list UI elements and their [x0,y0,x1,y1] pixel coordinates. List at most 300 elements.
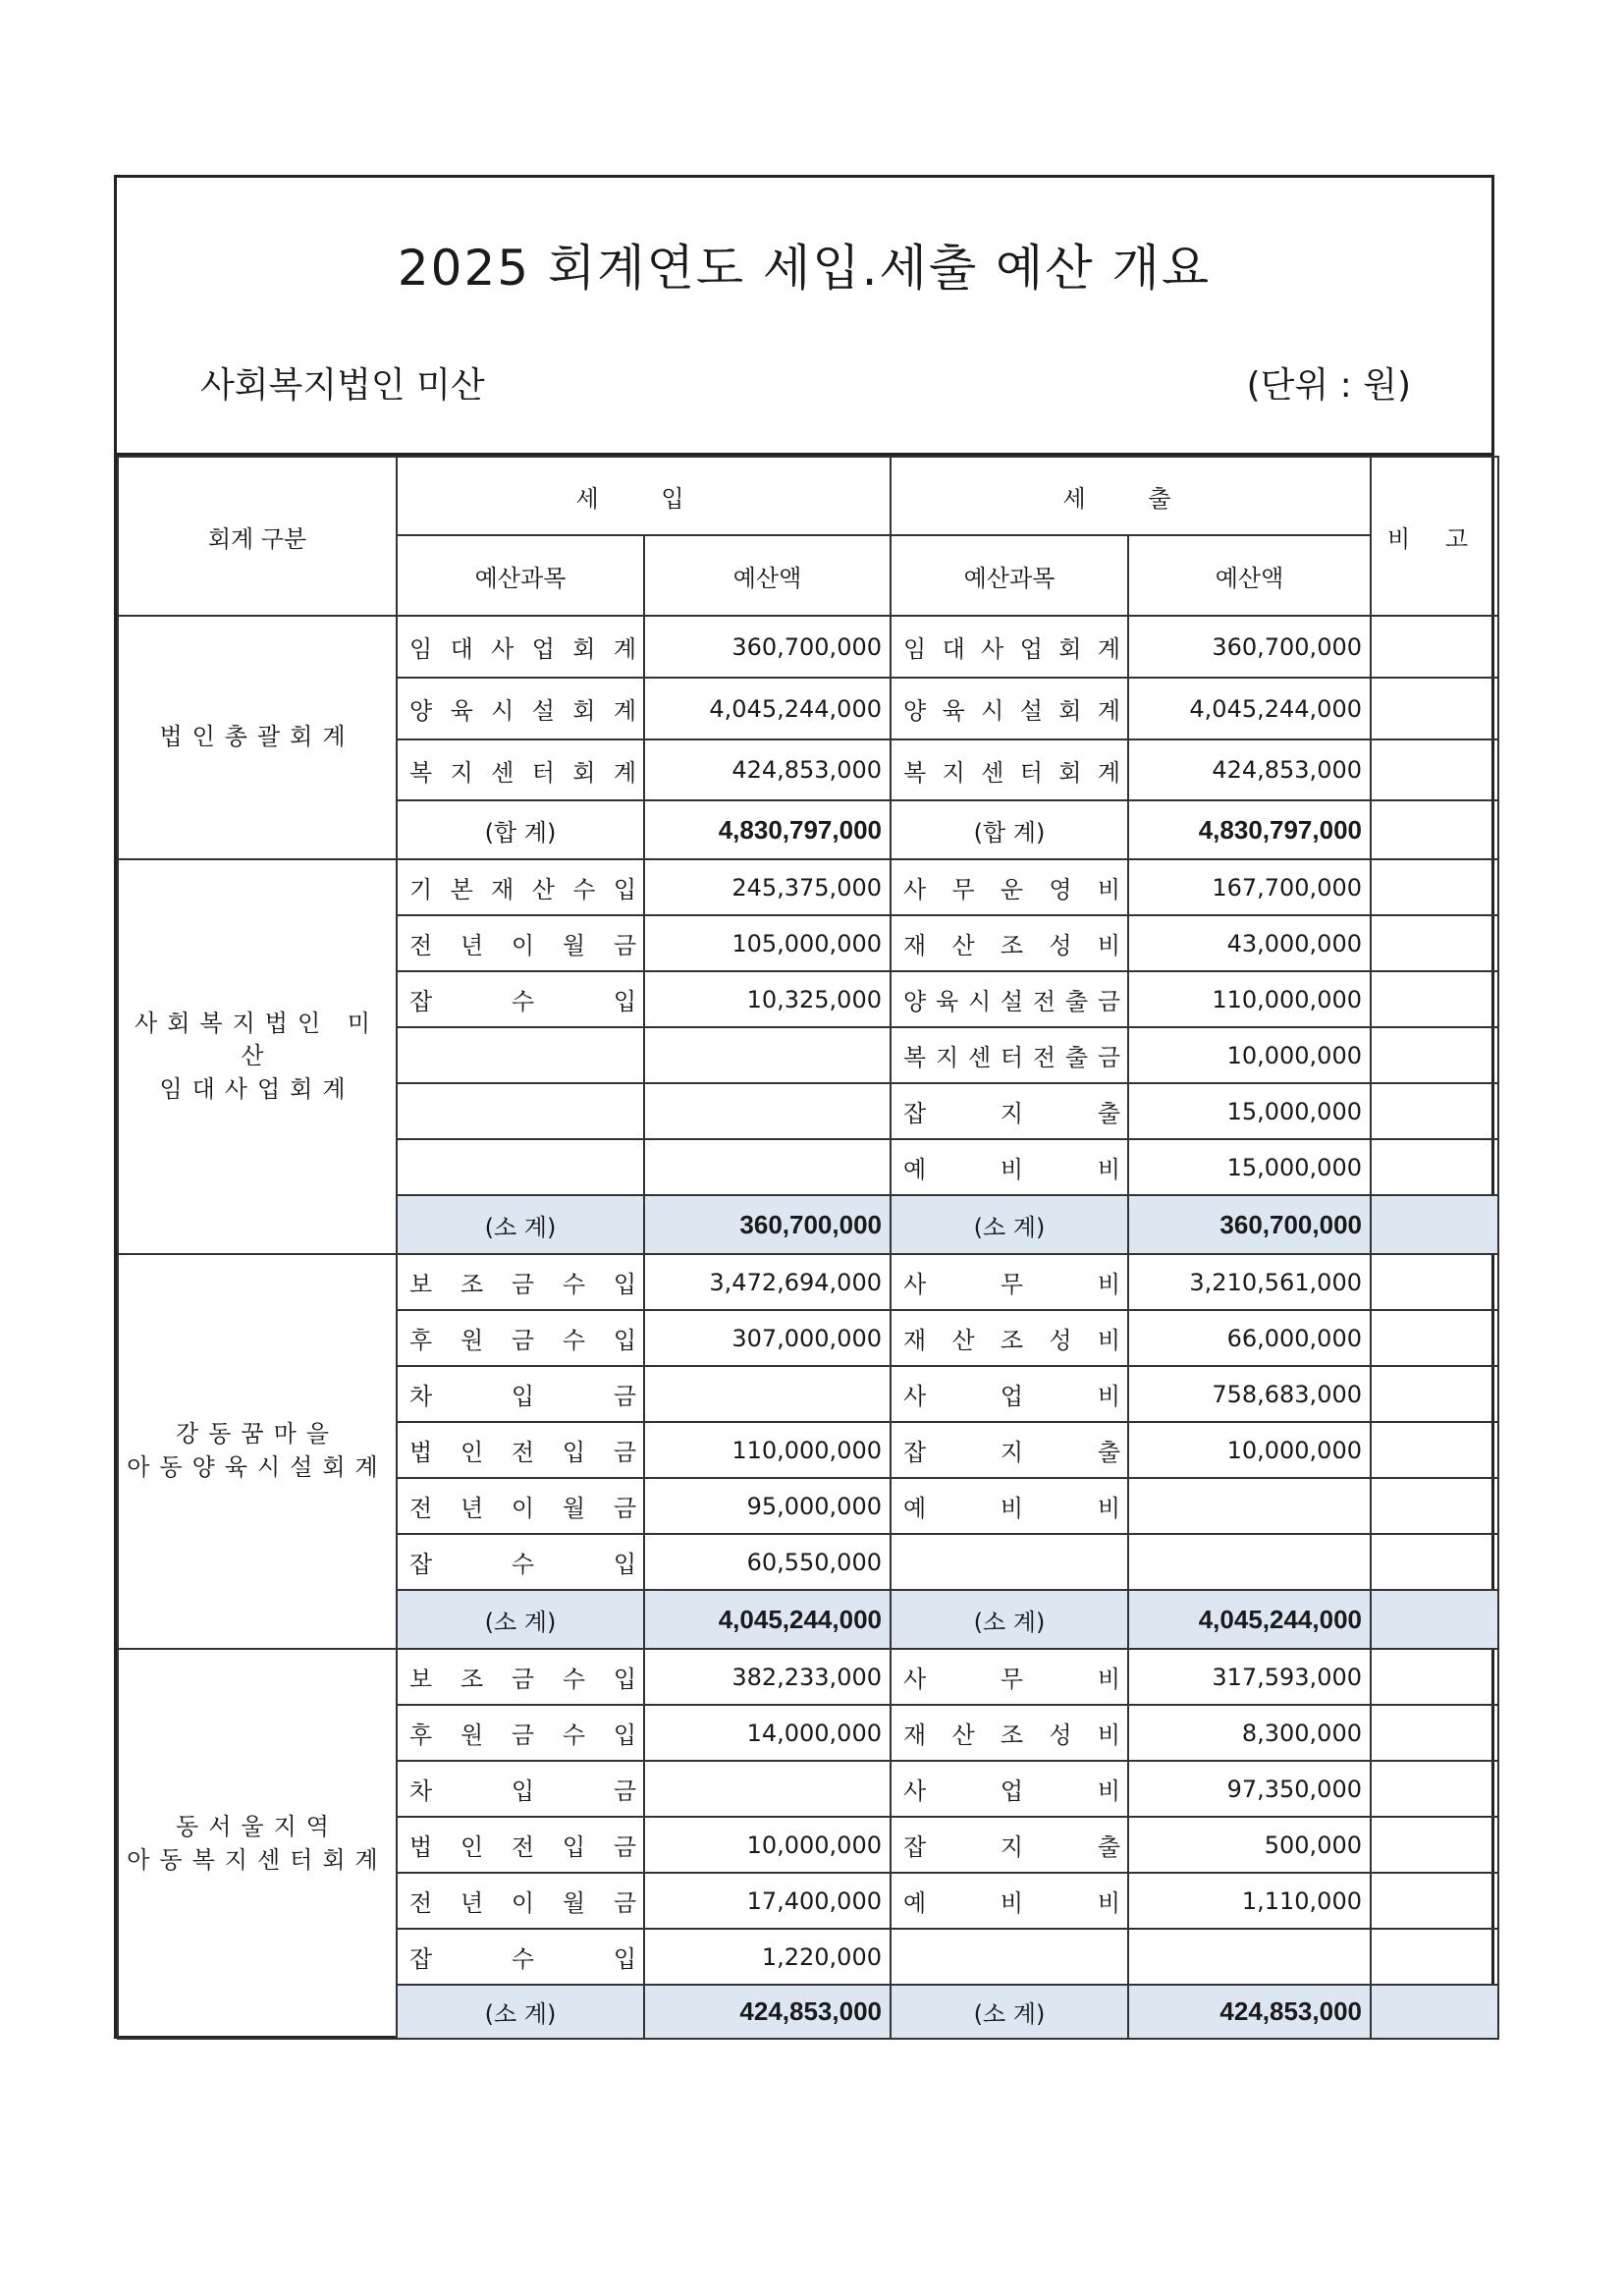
item-char: 잡 [903,1833,928,1861]
expenditure-item-chars [897,870,1127,904]
item-char: 육 [942,697,966,725]
expenditure-item-chars [897,1265,1127,1299]
item-char: 년 [460,1889,485,1917]
item-char: 비 [1097,1666,1121,1693]
item-char: 인 [460,1833,485,1861]
revenue-item [397,859,644,915]
item-char: 전 [409,1889,434,1917]
item-char: 대 [942,635,966,663]
expenditure-item-chars [897,1716,1127,1750]
remarks-cell [1371,915,1498,971]
header-row [118,457,1498,535]
revenue-amount: 60,550,000 [644,1534,891,1590]
item-char: 터 [531,758,556,787]
item-char: 지 [942,758,966,787]
expenditure-subtotal-label: (소 계) [891,1985,1128,2039]
expenditure-amount [1128,1478,1371,1534]
expenditure-amount: 1,110,000 [1128,1873,1371,1929]
expenditure-amount: 66,000,000 [1128,1310,1371,1366]
expenditure-item-chars [897,1377,1127,1411]
item-char: 인 [460,1439,485,1466]
item-char: 금 [613,1889,637,1917]
item-char: 조 [1000,1722,1025,1749]
expenditure-item-chars [897,1150,1127,1184]
revenue-subtotal-label: (소 계) [397,1590,644,1649]
item-char: 원 [460,1722,485,1749]
item-char: 비 [1097,1495,1121,1522]
item-char: 월 [562,1495,587,1522]
item-char: 입 [511,1383,536,1410]
item-char: 설 [1019,697,1044,725]
item-char: 비 [1097,1777,1121,1805]
item-char: 회 [572,697,597,725]
remarks-cell [1371,1761,1498,1817]
item-char: 시 [967,988,993,1015]
item-char: 계 [1097,758,1121,787]
item-char: 무 [951,876,976,903]
budget-document [114,175,1494,2039]
category-header: 회계 구분 [118,457,397,616]
expenditure-item-chars [897,1660,1127,1694]
expenditure-amount: 424,853,000 [1128,739,1371,800]
remarks-cell [1371,859,1498,915]
revenue-subtotal-label: (소 계) [397,1195,644,1254]
revenue-item-chars [404,1265,643,1299]
item-char: 설 [1000,988,1025,1015]
revenue-amount: 10,325,000 [644,971,891,1027]
revenue-item-chars [404,1545,643,1579]
revenue-item-chars [404,1940,643,1974]
expenditure-item-chars [897,1772,1127,1806]
expenditure-item-chars [897,629,1127,664]
remarks-cell [1371,1985,1498,2039]
remarks-cell [1371,1310,1498,1366]
item-char: 회 [1058,697,1083,725]
item-char: 이 [511,1889,536,1917]
item-char: 보 [409,1666,434,1693]
item-char: 후 [409,1722,434,1749]
revenue-item [397,1534,644,1590]
item-char: 금 [511,1271,536,1298]
item-char: 법 [409,1439,434,1466]
revenue-item-chars [404,1772,643,1806]
item-char: 회 [1058,758,1083,787]
remarks-cell [1371,616,1498,678]
item-char: 금 [613,1833,637,1861]
item-char: 사 [903,876,928,903]
expenditure-item [891,1366,1128,1422]
revenue-item [397,1929,644,1985]
item-char: 금 [1097,988,1121,1015]
revenue-amount: 382,233,000 [644,1649,891,1705]
revenue-amount: 360,700,000 [644,616,891,678]
item-char: 비 [1097,876,1121,903]
expenditure-subtotal-amount: 360,700,000 [1128,1195,1371,1254]
remarks-cell [1371,1534,1498,1590]
revenue-amount: 14,000,000 [644,1705,891,1761]
item-char: 입 [613,1327,637,1354]
expenditure-item [891,1873,1128,1929]
item-char: 예 [903,1156,928,1183]
revenue-item-header: 예산과목 [397,535,644,616]
expenditure-item [891,1478,1128,1534]
item-char: 금 [613,1777,637,1805]
table-row [118,616,1498,678]
revenue-item-chars [404,629,643,664]
remarks-cell [1371,1929,1498,1985]
remarks-cell [1371,1590,1498,1649]
item-char: 수 [562,1722,587,1749]
revenue-amount: 3,472,694,000 [644,1254,891,1310]
organization-name: 사회복지법인 미산 [200,365,485,406]
expenditure-item [891,1929,1128,1985]
item-char: 수 [562,1271,587,1298]
revenue-amount [644,1083,891,1139]
item-char: 전 [511,1833,536,1861]
expenditure-amount-header: 예산액 [1128,535,1371,616]
expenditure-item-chars [897,1094,1127,1128]
item-char: 양 [903,697,928,725]
item-char: 센 [967,1044,993,1071]
item-char: 무 [1000,1271,1025,1298]
revenue-amount: 10,000,000 [644,1817,891,1873]
item-char: 년 [460,932,485,959]
item-char: 지 [1000,1100,1025,1127]
remarks-cell [1371,1083,1498,1139]
revenue-item-chars [404,1660,643,1694]
item-char: 금 [613,932,637,959]
item-char: 재 [903,932,928,959]
revenue-item-chars [404,982,643,1016]
revenue-item [397,1478,644,1534]
revenue-subtotal-amount: 360,700,000 [644,1195,891,1254]
revenue-item-chars [404,1321,643,1355]
item-char: 잡 [409,1945,434,1973]
expenditure-item [891,1027,1128,1083]
item-char: 복 [903,1044,928,1071]
expenditure-amount: 15,000,000 [1128,1083,1371,1139]
item-char: 조 [460,1271,485,1298]
item-char: 비 [1097,1722,1121,1749]
item-char: 재 [491,876,515,903]
item-char: 월 [562,1889,587,1917]
item-char: 이 [511,1495,536,1522]
expenditure-amount: 10,000,000 [1128,1422,1371,1478]
item-char: 수 [511,1945,536,1973]
item-char: 산 [951,932,976,959]
item-char: 입 [562,1439,587,1466]
revenue-subtotal-amount: 4,830,797,000 [644,800,891,859]
revenue-amount: 110,000,000 [644,1422,891,1478]
expenditure-amount: 3,210,561,000 [1128,1254,1371,1310]
item-char: 년 [460,1495,485,1522]
item-char: 업 [1000,1777,1025,1805]
item-char: 시 [981,697,1005,725]
expenditure-item-chars [897,1489,1127,1523]
item-char: 터 [1019,758,1044,787]
item-char: 금 [613,1439,637,1466]
item-char: 성 [1049,932,1073,959]
item-char: 입 [613,876,637,903]
item-char: 임 [903,635,928,663]
expenditure-item-chars [897,982,1127,1016]
revenue-amount: 17,400,000 [644,1873,891,1929]
item-char: 사 [981,635,1005,663]
item-char: 입 [613,1666,637,1693]
item-char: 차 [409,1777,434,1805]
item-char: 본 [450,876,474,903]
item-char: 성 [1049,1722,1073,1749]
item-char: 전 [511,1439,536,1466]
item-char: 예 [903,1495,928,1522]
revenue-amount [644,1366,891,1422]
expenditure-subtotal-amount: 4,830,797,000 [1128,800,1371,859]
expenditure-item-chars [897,1038,1127,1072]
expenditure-item [891,1083,1128,1139]
revenue-item [397,1761,644,1817]
expenditure-amount: 4,045,244,000 [1128,678,1371,739]
expenditure-item [891,1761,1128,1817]
revenue-item [397,678,644,739]
item-char: 계 [613,697,637,725]
revenue-amount: 95,000,000 [644,1478,891,1534]
remarks-cell [1371,1873,1498,1929]
item-char: 기 [409,876,434,903]
item-char: 양 [409,697,434,725]
remarks-cell [1371,739,1498,800]
revenue-subtotal-label: (합 계) [397,800,644,859]
revenue-item [397,1139,644,1195]
item-char: 산 [951,1722,976,1749]
section-name: 사회복지법인 미산 임대사업회계 [118,859,397,1254]
expenditure-subtotal-amount: 424,853,000 [1128,1985,1371,2039]
item-char: 수 [562,1327,587,1354]
revenue-subtotal-amount: 424,853,000 [644,1985,891,2039]
item-char: 센 [981,758,1005,787]
item-char: 무 [1000,1666,1025,1693]
section-name: 강동꿈마을 아동양육시설회계 [118,1254,397,1649]
expenditure-item [891,616,1128,678]
expenditure-subtotal-label: (소 계) [891,1195,1128,1254]
item-char: 출 [1064,1044,1090,1071]
item-char: 지 [1000,1439,1025,1466]
expenditure-header-text: 세 출 [1062,484,1199,513]
item-char: 보 [409,1271,434,1298]
item-char: 잡 [903,1439,928,1466]
expenditure-amount: 317,593,000 [1128,1649,1371,1705]
expenditure-item-chars [897,926,1127,960]
item-char: 육 [935,988,960,1015]
revenue-amount: 1,220,000 [644,1929,891,1985]
expenditure-item-chars [897,1828,1127,1862]
item-char: 터 [1000,1044,1025,1071]
item-char: 사 [903,1271,928,1298]
item-char: 대 [450,635,474,663]
item-char: 양 [903,988,928,1015]
item-char: 수 [572,876,597,903]
revenue-item [397,1873,644,1929]
unit-label: (단위 : 원) [1246,365,1411,406]
item-char: 출 [1097,1439,1121,1466]
item-char: 업 [1000,1383,1025,1410]
document-header [117,178,1491,456]
item-char: 비 [1000,1495,1025,1522]
expenditure-item-chars [897,1321,1127,1355]
item-char: 조 [1000,932,1025,959]
revenue-amount: 105,000,000 [644,915,891,971]
item-char: 비 [1097,1889,1121,1917]
budget-table-body [118,457,1498,2039]
item-char: 수 [511,988,536,1015]
expenditure-item [891,739,1128,800]
item-char: 계 [1097,635,1121,663]
revenue-item-chars [404,926,643,960]
remarks-cell [1371,800,1498,859]
item-char: 업 [1019,635,1044,663]
item-char: 출 [1097,1833,1121,1861]
item-char: 업 [531,635,556,663]
item-char: 복 [409,758,434,787]
expenditure-item [891,1254,1128,1310]
revenue-amount [644,1027,891,1083]
item-char: 금 [613,1383,637,1410]
revenue-item [397,971,644,1027]
item-char: 잡 [409,1551,434,1578]
item-char: 복 [903,758,928,787]
revenue-amount: 4,045,244,000 [644,678,891,739]
item-char: 법 [409,1833,434,1861]
item-char: 회 [572,758,597,787]
item-char: 계 [613,758,637,787]
item-char: 회 [572,635,597,663]
expenditure-subtotal-amount: 4,045,244,000 [1128,1590,1371,1649]
remarks-cell [1371,1649,1498,1705]
item-char: 비 [1097,1271,1121,1298]
revenue-item-chars [404,1884,643,1918]
expenditure-amount: 167,700,000 [1128,859,1371,915]
revenue-item-chars [404,691,643,726]
item-char: 회 [1058,635,1083,663]
revenue-subtotal-label: (소 계) [397,1985,644,2039]
revenue-item-chars [404,1828,643,1862]
remarks-cell [1371,1254,1498,1310]
remarks-cell [1371,678,1498,739]
item-char: 전 [409,932,434,959]
item-char: 계 [613,635,637,663]
section-name: 법인총괄회계 [118,616,397,859]
item-char: 입 [613,1551,637,1578]
item-char: 입 [562,1833,587,1861]
item-char: 센 [491,758,515,787]
item-char: 수 [511,1551,536,1578]
revenue-amount: 424,853,000 [644,739,891,800]
expenditure-item [891,971,1128,1027]
revenue-item [397,1027,644,1083]
item-char: 임 [409,635,434,663]
section-name: 동서울지역 아동복지센터회계 [118,1649,397,2039]
remarks-cell [1371,1478,1498,1534]
expenditure-header [891,457,1371,535]
item-char: 영 [1049,876,1073,903]
item-char: 비 [1000,1889,1025,1917]
item-char: 전 [1032,988,1057,1015]
revenue-item-chars [404,1377,643,1411]
revenue-subtotal-amount: 4,045,244,000 [644,1590,891,1649]
revenue-item-chars [404,753,643,788]
item-char: 잡 [903,1100,928,1127]
revenue-item [397,1083,644,1139]
expenditure-item [891,1649,1128,1705]
revenue-header-text: 세 입 [575,484,712,513]
expenditure-item [891,1534,1128,1590]
expenditure-amount: 110,000,000 [1128,971,1371,1027]
expenditure-amount: 15,000,000 [1128,1139,1371,1195]
revenue-item-chars [404,1433,643,1467]
revenue-item [397,1649,644,1705]
item-char: 출 [1064,988,1090,1015]
item-char: 예 [903,1889,928,1917]
item-char: 비 [1097,1156,1121,1183]
item-char: 이 [511,932,536,959]
item-char: 금 [511,1666,536,1693]
revenue-item [397,1422,644,1478]
table-row [118,859,1498,915]
item-char: 지 [935,1044,960,1071]
revenue-item [397,616,644,678]
item-char: 금 [511,1327,536,1354]
item-char: 비 [1097,1327,1121,1354]
expenditure-item-header: 예산과목 [891,535,1128,616]
remarks-cell [1371,1817,1498,1873]
item-char: 입 [613,988,637,1015]
item-char: 재 [903,1327,928,1354]
revenue-amount-header: 예산액 [644,535,891,616]
item-char: 조 [460,1666,485,1693]
expenditure-amount: 500,000 [1128,1817,1371,1873]
item-char: 사 [903,1777,928,1805]
item-char: 후 [409,1327,434,1354]
expenditure-amount: 8,300,000 [1128,1705,1371,1761]
revenue-item [397,1310,644,1366]
item-char: 재 [903,1722,928,1749]
item-char: 조 [1000,1327,1025,1354]
revenue-header [397,457,891,535]
item-char: 입 [511,1777,536,1805]
revenue-item [397,1817,644,1873]
revenue-item [397,1254,644,1310]
item-char: 지 [450,758,474,787]
item-char: 사 [903,1666,928,1693]
remarks-cell [1371,1139,1498,1195]
expenditure-amount: 360,700,000 [1128,616,1371,678]
expenditure-item-chars [897,753,1127,788]
item-char: 비 [1097,1383,1121,1410]
expenditure-subtotal-label: (합 계) [891,800,1128,859]
expenditure-item [891,859,1128,915]
expenditure-amount: 758,683,000 [1128,1366,1371,1422]
revenue-item-chars [404,870,643,904]
item-char: 전 [1032,1044,1057,1071]
item-char: 원 [460,1327,485,1354]
item-char: 지 [1000,1833,1025,1861]
item-char: 월 [562,932,587,959]
item-char: 계 [1097,697,1121,725]
item-char: 금 [1097,1044,1121,1071]
item-char: 설 [531,697,556,725]
item-char: 산 [951,1327,976,1354]
revenue-amount: 245,375,000 [644,859,891,915]
expenditure-item-chars [897,691,1127,726]
